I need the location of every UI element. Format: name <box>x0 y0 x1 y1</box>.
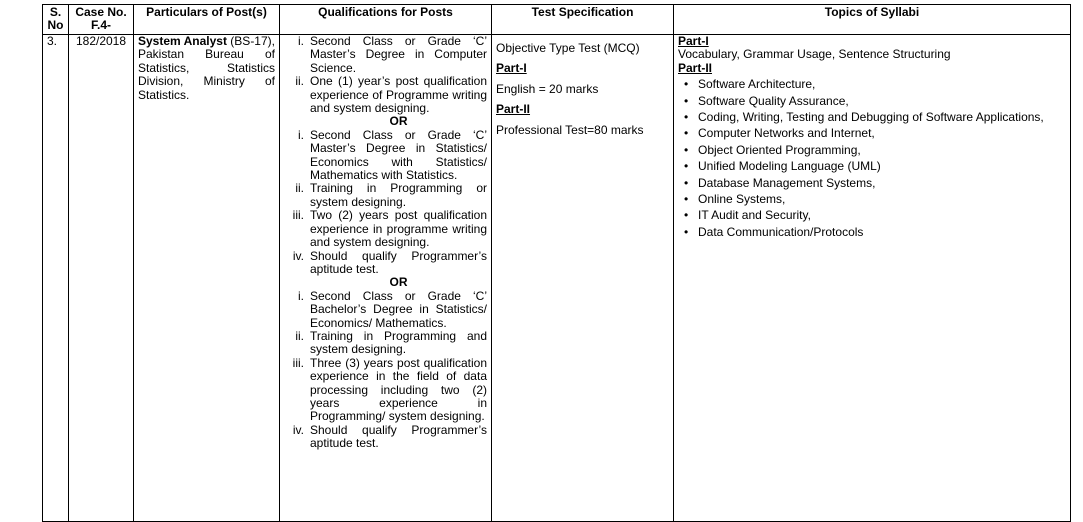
topic-text: Coding, Writing, Testing and Debugging of Software Applications, <box>698 110 1044 125</box>
or-separator: OR <box>389 275 408 290</box>
header-sno: S. No <box>43 5 69 35</box>
qualification-number: ii. <box>295 74 304 89</box>
qualification-item <box>284 330 487 357</box>
bullet-icon: • <box>684 110 689 125</box>
qualification-text: Training in Programming or system designing. <box>310 181 487 209</box>
test-part2-marks: Professional Test=80 marks <box>496 122 644 137</box>
topic-text: IT Audit and Security, <box>698 208 811 223</box>
topics-part2-label: Part-II <box>678 60 713 75</box>
table-row <box>43 35 1071 522</box>
qualification-item <box>284 35 487 75</box>
qualification-item <box>284 129 487 183</box>
qualification-list-2 <box>284 129 487 276</box>
topic-item <box>678 209 1066 222</box>
cell-topics <box>674 35 1071 522</box>
test-type: Objective Type Test (MCQ) <box>496 41 640 55</box>
test-part2-label: Part-II <box>496 102 531 117</box>
test-part1-marks: English = 20 marks <box>496 81 599 96</box>
qualification-item <box>284 290 487 330</box>
bullet-icon: • <box>684 142 689 157</box>
qualification-item <box>284 75 487 115</box>
qualification-number: iv. <box>292 248 304 263</box>
qualification-list-1 <box>284 35 487 115</box>
qualification-list-3 <box>284 290 487 451</box>
topic-item <box>678 226 1066 239</box>
cell-sno: 3. <box>43 35 69 522</box>
bullet-icon: • <box>684 93 689 108</box>
topic-item <box>678 111 1066 124</box>
qualification-text: Three (3) years post qualification experience in the field of data processing including two (2) years experience in Programming/ system designing. <box>310 355 487 424</box>
test-part1-label: Part-I <box>496 61 527 76</box>
qualification-text: Second Class or Grade ‘C’ Bachelor’s Degree in Statistics/ Economics/ Mathematics. <box>310 288 487 330</box>
qualification-text: Second Class or Grade ‘C’ Master’s Degree in Computer Science. <box>310 34 487 75</box>
qualification-number: ii. <box>295 181 304 196</box>
bullet-icon: • <box>684 77 689 92</box>
cell-test-specification <box>492 35 674 522</box>
header-case-no: Case No. F.4- <box>69 5 134 35</box>
bullet-icon: • <box>684 126 689 141</box>
cell-case-no: 182/2018 <box>69 35 134 522</box>
header-row <box>43 5 1071 35</box>
post-description: (BS-17), Pakistan Bureau of Statistics, Statistics Division, Ministry of Statistics. <box>138 34 275 102</box>
topic-item <box>678 95 1066 108</box>
qualification-number: iii. <box>292 208 304 223</box>
qualification-number: i. <box>298 127 304 142</box>
header-test-specification: Test Specification <box>492 5 674 35</box>
qualification-text: Should qualify Programmer’s aptitude test. <box>310 248 487 276</box>
bullet-icon: • <box>684 224 689 239</box>
topic-item <box>678 78 1066 91</box>
qualification-text: Second Class or Grade ‘C’ Master’s Degree in Statistics/ Economics with Statistics/ Mathematics with Statistics. <box>310 127 487 183</box>
qualification-item <box>284 250 487 277</box>
qualification-number: iv. <box>292 422 304 437</box>
topics-part1-text: Vocabulary, Grammar Usage, Sentence Structuring <box>678 47 951 62</box>
bullet-icon: • <box>684 175 689 190</box>
qualification-item <box>284 209 487 249</box>
qualification-text: Two (2) years post qualification experience in programme writing and system designing. <box>310 208 487 250</box>
qualification-item <box>284 424 487 451</box>
qualification-number: ii. <box>295 328 304 343</box>
topic-text: Software Quality Assurance, <box>698 93 849 108</box>
qualification-number: i. <box>298 288 304 303</box>
bullet-icon: • <box>684 208 689 223</box>
qualification-item <box>284 357 487 424</box>
qualification-number: i. <box>298 34 304 48</box>
topic-text: Computer Networks and Internet, <box>698 126 875 141</box>
qualification-text: One (1) year’s post qualification experience of Programme writing and system designing. <box>310 74 487 116</box>
bullet-icon: • <box>684 192 689 207</box>
topics-part1-label: Part-I <box>678 34 709 48</box>
topic-text: Data Communication/Protocols <box>698 224 864 239</box>
or-separator: OR <box>389 114 408 129</box>
header-particulars: Particulars of Post(s) <box>134 5 280 35</box>
topic-text: Unified Modeling Language (UML) <box>698 159 881 174</box>
topic-text: Online Systems, <box>698 192 786 207</box>
topic-item <box>678 177 1066 190</box>
bullet-icon: • <box>684 159 689 174</box>
topic-item <box>678 193 1066 206</box>
topic-item <box>678 127 1066 140</box>
topic-item <box>678 160 1066 173</box>
topic-text: Object Oriented Programming, <box>698 142 861 157</box>
topics-part2-list <box>678 78 1066 239</box>
qualification-number: iii. <box>292 355 304 370</box>
header-qualifications: Qualifications for Posts <box>280 5 492 35</box>
cell-particulars <box>134 35 280 522</box>
topic-text: Database Management Systems, <box>698 175 876 190</box>
topic-item <box>678 144 1066 157</box>
post-title: System Analyst <box>138 34 227 48</box>
topic-text: Software Architecture, <box>698 77 816 92</box>
syllabus-table <box>42 4 1071 522</box>
qualification-text: Should qualify Programmer’s aptitude test. <box>310 422 487 451</box>
qualification-item <box>284 182 487 209</box>
header-topics: Topics of Syllabi <box>674 5 1071 35</box>
qualification-text: Training in Programming and system designing. <box>310 328 487 357</box>
cell-qualifications <box>280 35 492 522</box>
